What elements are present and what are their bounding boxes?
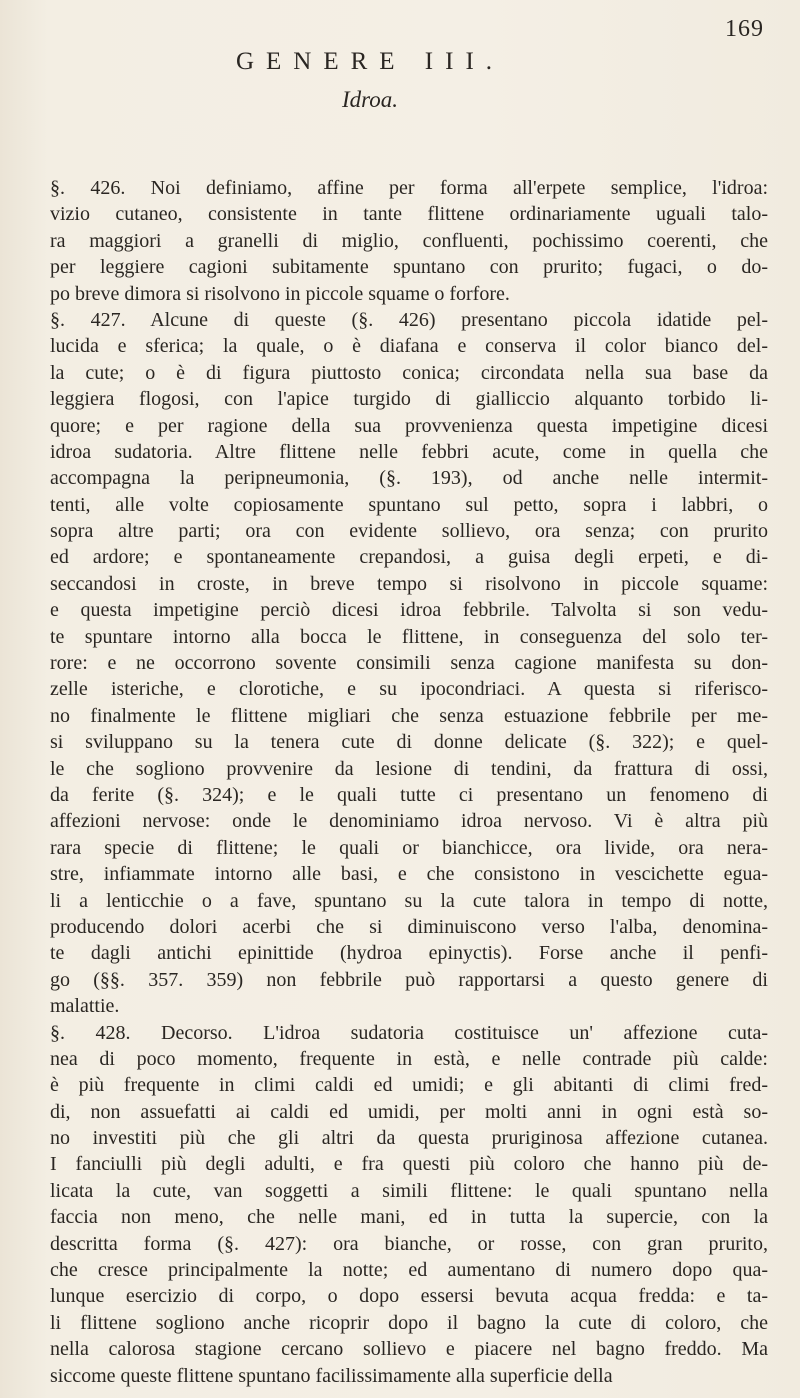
text-line: zelle isteriche, e clorotiche, e su ipocondriaci. A questa si riferisco- — [50, 678, 768, 701]
text-line: accompagna la peripneumonia, (§. 193), od anche nelle intermit- — [50, 467, 768, 490]
text-line: sopra altre parti; ora con evidente sollievo, ora senza; con prurito — [50, 520, 768, 543]
text-line: §. 428. Decorso. L'idroa sudatoria costituisce un' affezione cuta- — [50, 1021, 768, 1044]
text-line: le che sogliono provvenire da lesione di tendini, da frattura di ossi, — [50, 757, 768, 780]
page-number: 169 — [725, 16, 764, 42]
text-line: te dagli antichi epinittide (hydroa epinyctis). Forse anche il penfi- — [50, 942, 768, 965]
text-line: nella calorosa stagione cercano sollievo e piacere nel bagno freddo. Ma — [50, 1338, 768, 1361]
text-line: tenti, alle volte copiosamente spuntano sul petto, sopra i labbri, o — [50, 493, 768, 516]
text-line: lucida e sferica; la quale, o è diafana e conserva il color bianco del- — [50, 335, 768, 358]
text-line: leggiera flogosi, con l'apice turgido di gialliccio alquanto torbido li- — [50, 388, 768, 411]
text-line: lunque esercizio di corpo, o dopo essersi bevuta acqua fredda: e ta- — [50, 1285, 768, 1308]
text-line: §. 426. Noi definiamo, affine per forma all'erpete semplice, l'idroa: — [50, 177, 768, 199]
text-line: ra maggiori a granelli di miglio, confluenti, pochissimo coerenti, che — [50, 229, 768, 252]
text-line: producendo dolori acerbi che si diminuiscono verso l'alba, denomina- — [50, 915, 768, 938]
text-line: per leggiere cagioni subitamente spuntano con prurito; fugaci, o do- — [50, 256, 768, 279]
text-line: si sviluppano su la tenera cute di donne delicate (§. 322); e quel- — [50, 731, 768, 754]
text-line: vizio cutaneo, consistente in tante flittene ordinariamente uguali talo- — [50, 203, 768, 226]
text-line: idroa sudatoria. Altre flittene nelle febbri acute, come in quella che — [50, 440, 768, 463]
text-line: seccandosi in croste, in breve tempo si risolvono in piccole squame: — [50, 572, 768, 595]
text-line: li a lenticchie o a fave, spuntano su la cute talora in tempo di notte, — [50, 889, 768, 912]
section-title: Idroa. — [341, 87, 398, 112]
text-line: po breve dimora si risolvono in piccole squame o forfore. — [50, 282, 510, 305]
text-line: §. 427. Alcune di queste (§. 426) presentano piccola idatide pel- — [50, 308, 768, 331]
text-line: no finalmente le flittene migliari che senza estuazione febbrile per me- — [50, 704, 768, 727]
text-line: siccome queste flittene spuntano facilissimamente alla superficie della — [50, 1364, 613, 1387]
running-head: GENERE III. — [235, 48, 505, 75]
text-line: licata la cute, van soggetti a simili flittene: le quali spuntano nella — [50, 1179, 768, 1202]
text-line: che cresce principalmente la notte; ed aumentano di numero dopo qua- — [50, 1259, 768, 1282]
text-line: rore: e ne occorrono sovente consimili senza cagione manifesta su don- — [50, 652, 768, 675]
text-line: affezioni nervose: onde le denominiamo idroa nervoso. Vi è altra più — [50, 810, 768, 833]
text-line: malattie. — [50, 995, 120, 1018]
text-line: rara specie di flittene; le quali or bianchicce, ora livide, ora nera- — [50, 836, 768, 859]
text-line: go (§§. 357. 359) non febbrile può rapportarsi a questo genere di — [50, 968, 768, 991]
text-line: nea di poco momento, frequente in està, e nelle contrade più calde: — [50, 1047, 768, 1070]
text-line: da ferite (§. 324); e le quali tutte ci presentano un fenomeno di — [50, 783, 768, 806]
text-line: faccia non meno, che nelle mani, ed in tutta la supercie, con la — [50, 1206, 768, 1229]
body-text — [50, 175, 768, 1389]
text-line: quore; e per ragione della sua provvenienza questa impetigine dicesi — [50, 414, 768, 437]
text-line: stre, infiammate intorno alle basi, e che consistono in vescichette egua- — [50, 863, 768, 886]
text-line: e questa impetigine perciò dicesi idroa febbrile. Talvolta si son vedu- — [50, 599, 768, 622]
text-line: ed ardore; e spontaneamente crepandosi, a guisa degli erpeti, e di- — [50, 546, 768, 569]
text-line: li flittene sogliono anche ricoprir dopo il bagno la cute di coloro, che — [50, 1311, 768, 1334]
text-line: I fanciulli più degli adulti, e fra questi più coloro che hanno più de- — [50, 1153, 768, 1176]
text-line: è più frequente in climi caldi ed umidi; e gli abitanti di climi fred- — [50, 1074, 768, 1097]
text-line: descritta forma (§. 427): ora bianche, or rosse, con gran prurito, — [50, 1232, 768, 1255]
text-line: te spuntare intorno alla bocca le flittene, in conseguenza del solo ter- — [50, 625, 768, 648]
text-line: la cute; o è di figura piuttosto conica; circondata nella sua base da — [50, 361, 768, 384]
text-line: di, non assuefatti ai caldi ed umidi, per molti anni in ogni està so- — [50, 1100, 768, 1123]
text-line: no investiti più che gli altri da questa pruriginosa affezione cutanea. — [50, 1127, 768, 1150]
